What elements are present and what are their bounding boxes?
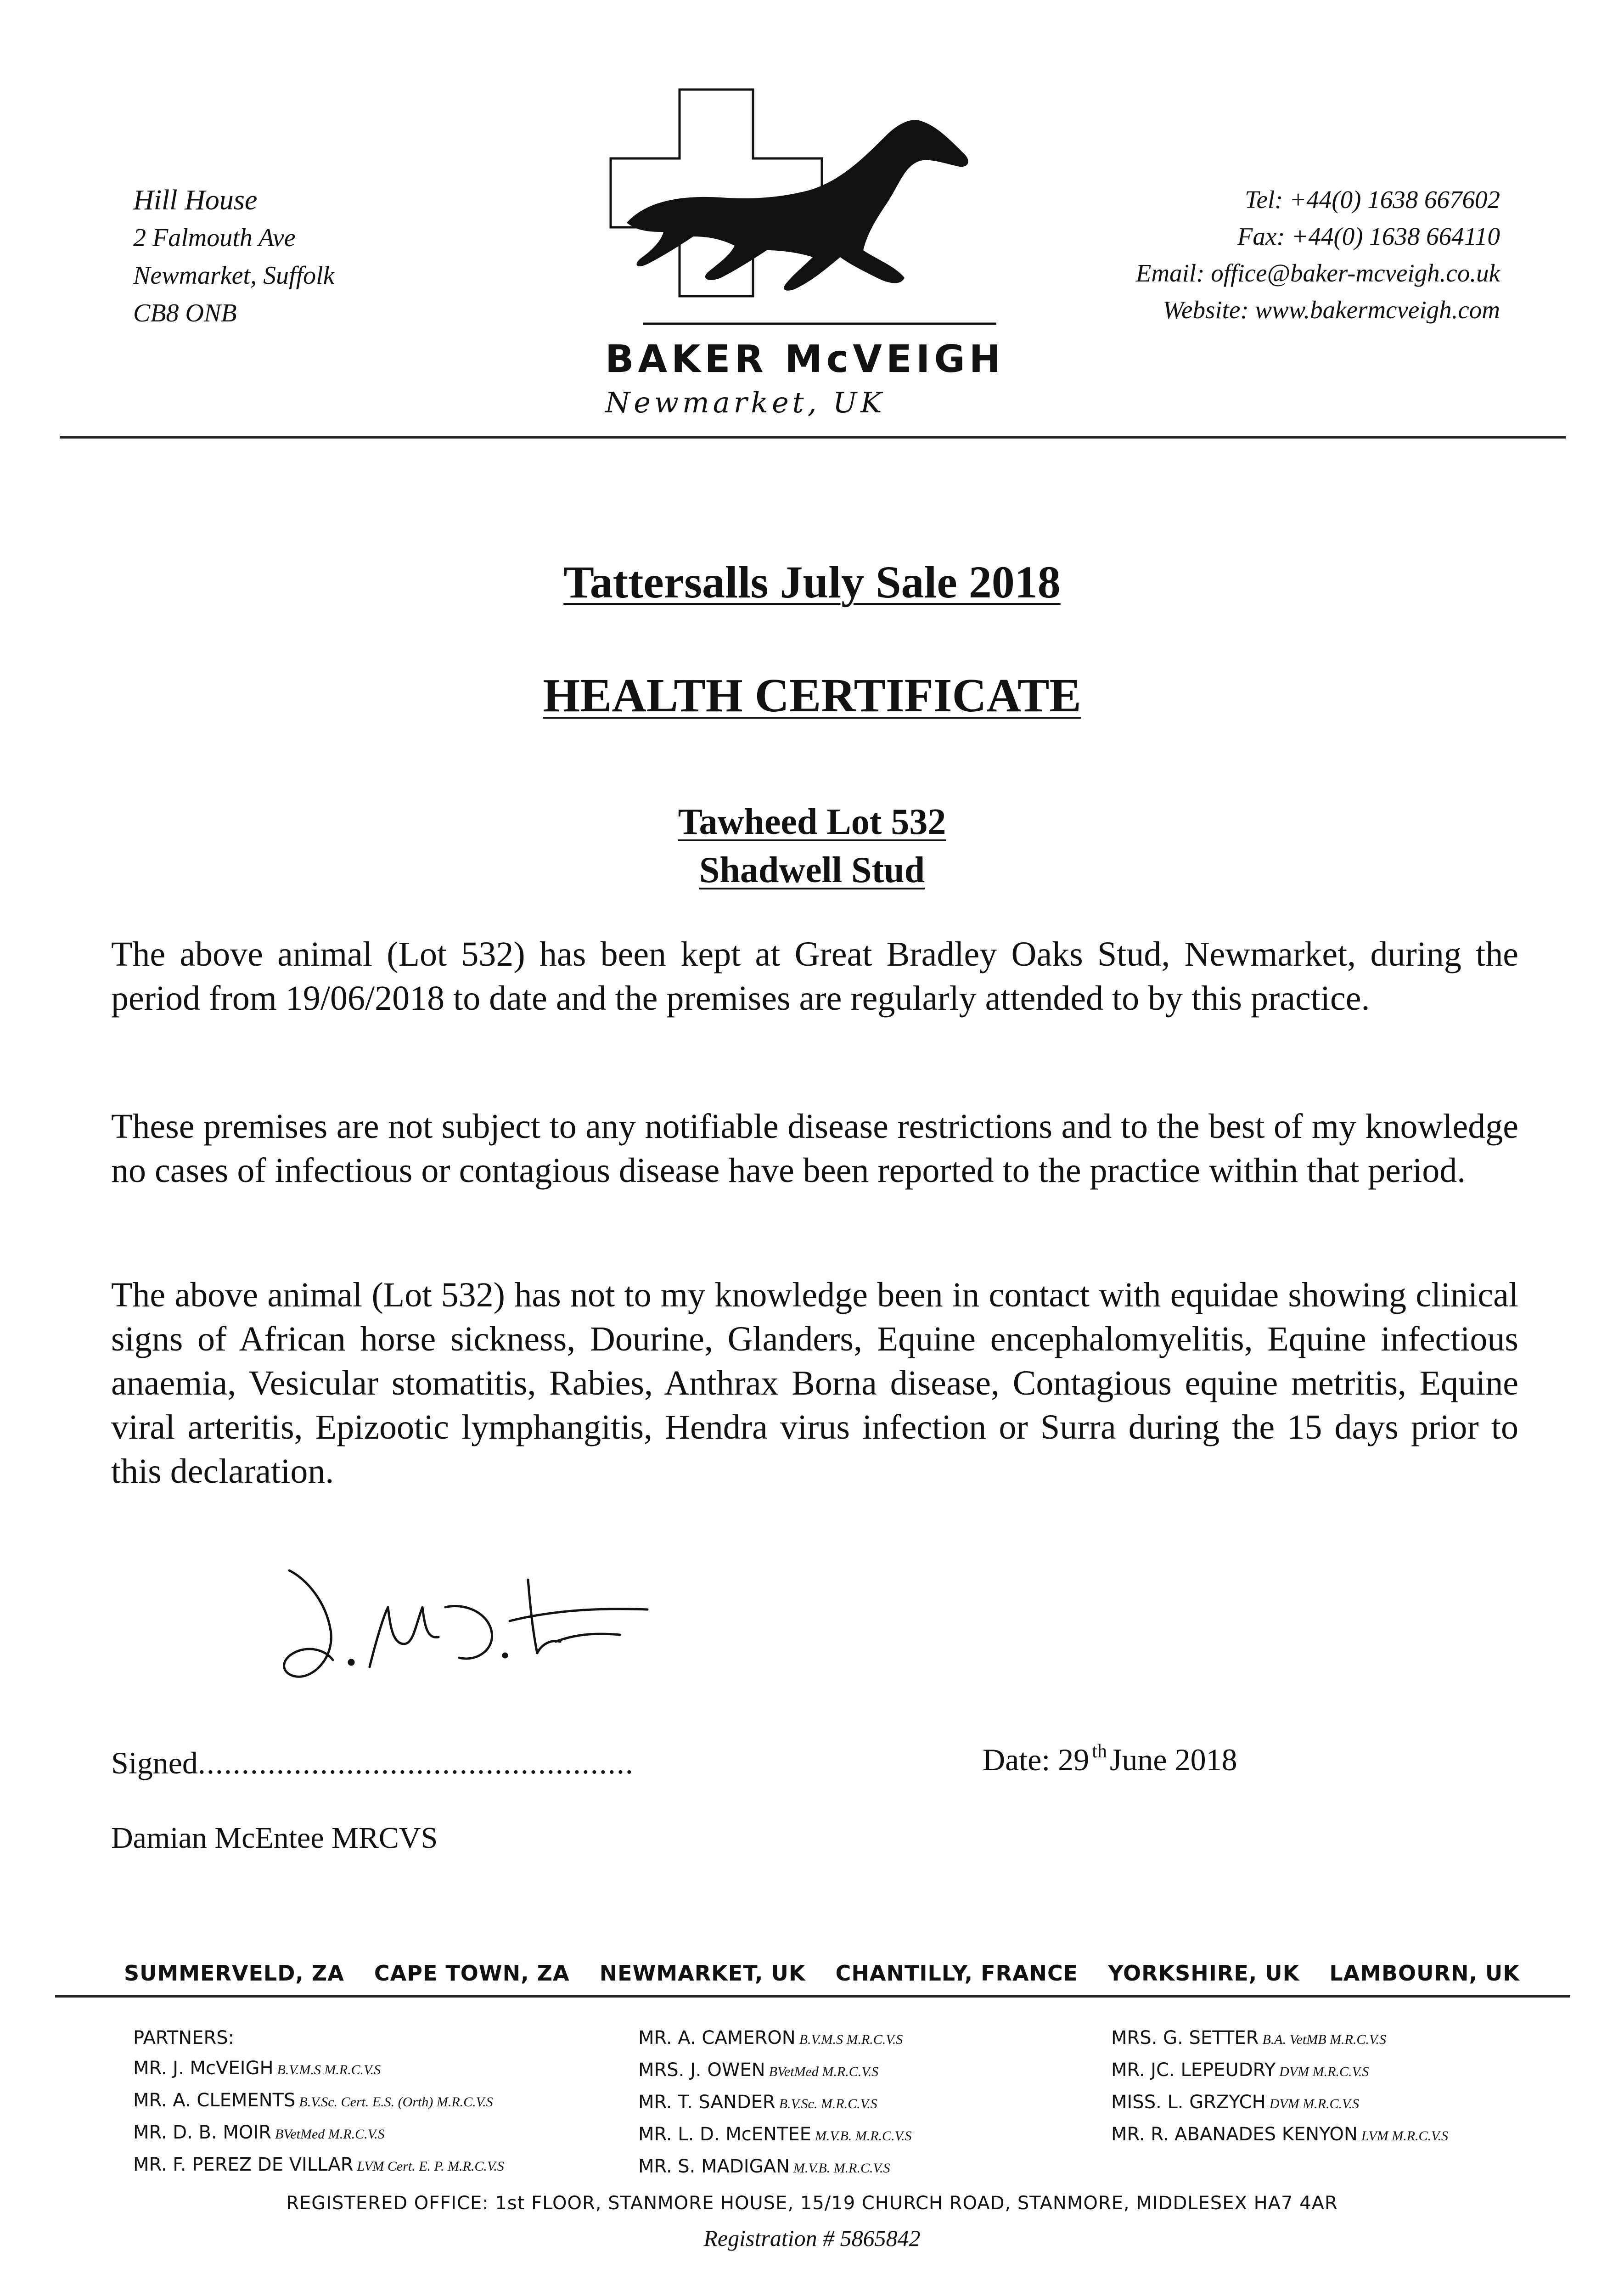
registered-office: REGISTERED OFFICE: 1st FLOOR, STANMORE HOUSE, 15/19 CHURCH ROAD, STANMORE, MIDDLESEX HA7 4AR bbox=[286, 2193, 1338, 2214]
sale-title: Tattersalls July Sale 2018 bbox=[563, 557, 1061, 608]
paragraph-premises: The above animal (Lot 532) has been kept at Great Bradley Oaks Stud, Newmarket, during the period from 19/06/2018 to date and the premises are regularly attended to by this practice. bbox=[111, 935, 1518, 1018]
partner-entry bbox=[638, 2055, 912, 2087]
partner-entry bbox=[133, 2117, 504, 2150]
partner-qualifications: BVetMed M.R.C.V.S bbox=[275, 2127, 385, 2142]
handwritten-signature-icon bbox=[271, 1552, 675, 1699]
partner-qualifications: B.V.Sc. Cert. E.S. (Orth) M.R.C.V.S bbox=[299, 2094, 493, 2110]
registration-number: Registration # 5865842 bbox=[703, 2225, 921, 2251]
partner-entry bbox=[638, 2119, 912, 2151]
paragraph-diseases: The above animal (Lot 532) has not to my knowledge been in contact with equidae showing clinical signs of African horse sickness, Dourine, Glanders, Equine encephalomyelitis, Equine infectious anaemia, Vesicular stomatitis, Rabies, Anthrax Borna disease, Contagious equine metritis, Equine viral arteritis, Epizootic lymphangitis, Hendra virus infection or Surra during the 15 days prior to this declaration. bbox=[111, 1276, 1518, 1491]
certificate-date bbox=[983, 1740, 1237, 1778]
location-item: SUMMERVELD, ZA bbox=[124, 1961, 344, 1986]
address-line: Hill House bbox=[133, 185, 258, 216]
partner-name: MR. T. SANDER bbox=[638, 2092, 775, 2113]
practice-address bbox=[133, 181, 335, 332]
location-item: CAPE TOWN, ZA bbox=[374, 1961, 570, 1986]
telephone: Tel: +44(0) 1638 667602 bbox=[1244, 186, 1500, 214]
address-line: Newmarket, Suffolk bbox=[133, 261, 335, 290]
signed-line bbox=[111, 1745, 634, 1781]
partner-entry bbox=[1111, 2055, 1448, 2087]
address-line: 2 Falmouth Ave bbox=[133, 224, 296, 252]
partner-qualifications: B.V.M.S M.R.C.V.S bbox=[277, 2062, 381, 2077]
location-item: LAMBOURN, UK bbox=[1329, 1961, 1520, 1986]
partner-name: MISS. L. GRZYCH bbox=[1111, 2092, 1266, 2113]
signature-dotted-line: .................................................. bbox=[197, 1745, 634, 1780]
partner-entry bbox=[1111, 2023, 1448, 2055]
location-item: CHANTILLY, FRANCE bbox=[835, 1961, 1079, 1986]
partner-qualifications: M.V.B. M.R.C.V.S bbox=[815, 2128, 912, 2144]
office-locations bbox=[124, 1961, 1520, 1986]
partners-heading: PARTNERS: bbox=[133, 2027, 235, 2048]
partner-entry bbox=[133, 2150, 504, 2182]
fax: Fax: +44(0) 1638 664110 bbox=[1237, 222, 1500, 250]
date-ordinal: th bbox=[1092, 1741, 1107, 1762]
partner-name: MR. A. CAMERON bbox=[638, 2027, 796, 2048]
partner-entry bbox=[133, 2053, 504, 2085]
signer-name: Damian McEntee MRCVS bbox=[111, 1821, 438, 1855]
partner-entry bbox=[133, 2023, 504, 2053]
partner-qualifications: DVM M.R.C.V.S bbox=[1279, 2064, 1369, 2079]
certificate-heading: HEALTH CERTIFICATE bbox=[543, 669, 1081, 722]
partner-qualifications: B.V.M.S M.R.C.V.S bbox=[799, 2032, 903, 2047]
partner-qualifications: B.A. VetMB M.R.C.V.S bbox=[1262, 2032, 1386, 2047]
email: Email: office@baker-mcveigh.co.uk bbox=[1135, 259, 1500, 287]
partner-name: MR. S. MADIGAN bbox=[638, 2156, 790, 2177]
partner-qualifications: DVM M.R.C.V.S bbox=[1269, 2096, 1359, 2111]
partner-entry bbox=[638, 2087, 912, 2119]
partner-entry bbox=[1111, 2119, 1448, 2151]
partners-column-3 bbox=[1111, 2023, 1448, 2151]
partner-entry bbox=[1111, 2087, 1448, 2119]
header-divider bbox=[60, 436, 1566, 439]
partner-qualifications: BVetMed M.R.C.V.S bbox=[769, 2064, 879, 2079]
partners-column-2 bbox=[638, 2023, 912, 2183]
partner-name: MR. L. D. McENTEE bbox=[638, 2124, 811, 2145]
brand-location: Newmarket, UK bbox=[605, 386, 886, 419]
partners-column-1 bbox=[133, 2023, 504, 2182]
partner-entry bbox=[638, 2151, 912, 2183]
partner-qualifications: LVM M.R.C.V.S bbox=[1361, 2128, 1448, 2144]
partner-name: MR. F. PEREZ DE VILLAR bbox=[133, 2154, 354, 2175]
partner-entry bbox=[638, 2023, 912, 2055]
partner-name: MRS. J. OWEN bbox=[638, 2060, 765, 2081]
location-item: NEWMARKET, UK bbox=[599, 1961, 806, 1986]
footer-divider bbox=[55, 1995, 1570, 1998]
paragraph-restrictions: These premises are not subject to any notifiable disease restrictions and to the best of my knowledge no cases of infectious or contagious disease have been reported to the practice within that period. bbox=[111, 1107, 1518, 1190]
partner-qualifications: B.V.Sc. M.R.C.V.S bbox=[779, 2096, 877, 2111]
cross-and-galloping-horse-logo-icon bbox=[583, 85, 1042, 333]
partner-name: MR. D. B. MOIR bbox=[133, 2122, 271, 2143]
partner-qualifications: LVM Cert. E. P. M.R.C.V.S bbox=[357, 2159, 504, 2174]
signed-label: Signed bbox=[111, 1745, 198, 1780]
lot-subject: Tawheed Lot 532 bbox=[678, 802, 946, 842]
partner-name: MR. JC. LEPEUDRY bbox=[1111, 2060, 1276, 2081]
website: Website: www.bakermcveigh.com bbox=[1163, 296, 1500, 324]
partner-entry bbox=[133, 2085, 504, 2117]
stud-subject: Shadwell Stud bbox=[699, 850, 925, 890]
date-rest: June 2018 bbox=[1109, 1742, 1237, 1777]
brand-name: BAKER McVEIGH bbox=[605, 338, 1005, 381]
partner-name: MR. J. McVEIGH bbox=[133, 2058, 274, 2079]
partner-name: MR. A. CLEMENTS bbox=[133, 2090, 296, 2111]
address-line: CB8 ONB bbox=[133, 299, 237, 327]
partner-qualifications: M.V.B. M.R.C.V.S bbox=[793, 2161, 890, 2176]
date-prefix: Date: 29 bbox=[983, 1742, 1090, 1777]
partner-name: MR. R. ABANADES KENYON bbox=[1111, 2124, 1358, 2145]
contact-details bbox=[1136, 181, 1500, 328]
partner-name: MRS. G. SETTER bbox=[1111, 2027, 1259, 2048]
location-item: YORKSHIRE, UK bbox=[1108, 1961, 1300, 1986]
